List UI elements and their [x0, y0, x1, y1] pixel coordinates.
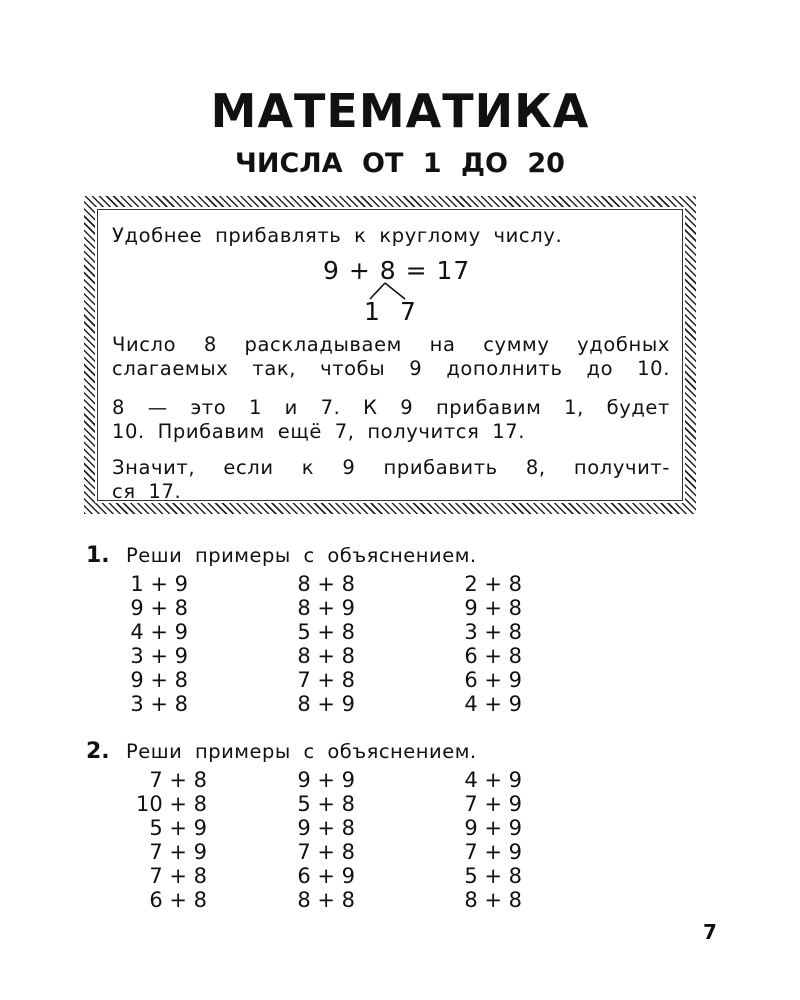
task1-exercise-c2-r2: 8 + 9 — [297, 596, 355, 620]
task-2-number: 2. — [86, 739, 110, 764]
task1-exercise-c1-r2: 9 + 8 — [130, 596, 188, 620]
rule-paragraph-3-line-2: ся 17. — [112, 480, 182, 503]
rule-paragraph-3-line-1: Значит, если к 9 прибавить 8, получит- — [112, 456, 670, 479]
task2-exercise-c2-r1: 9 + 9 — [297, 768, 355, 792]
task1-exercise-c1-r4: 3 + 9 — [130, 644, 188, 668]
rule-paragraph-2-line-1: 8 — это 1 и 7. К 9 прибавим 1, будет — [112, 396, 670, 419]
task2-exercise-c1-r5: 7 + 8 — [149, 864, 207, 888]
task2-exercise-c2-r4: 7 + 8 — [297, 840, 355, 864]
task1-exercise-c3-r3: 3 + 8 — [464, 620, 522, 644]
task2-exercise-c3-r6: 8 + 8 — [464, 888, 522, 912]
rule-formula: 9 + 8 = 17 — [323, 256, 471, 285]
task2-exercise-c3-r5: 5 + 8 — [464, 864, 522, 888]
task2-exercise-c3-r3: 9 + 9 — [464, 816, 522, 840]
task2-exercise-c1-r1: 7 + 8 — [149, 768, 207, 792]
rule-paragraph-1-line-2: слагаемых так, чтобы 9 дополнить до 10. — [112, 357, 670, 380]
rule-intro: Удобнее прибавлять к круглому числу. — [112, 224, 563, 247]
task1-exercise-c2-r5: 7 + 8 — [297, 668, 355, 692]
rule-paragraph-1-line-1: Число 8 раскладываем на сумму удобных — [112, 333, 670, 356]
page-title: МАТЕМАТИКА — [210, 84, 590, 138]
task-1-number: 1. — [86, 543, 110, 568]
task1-exercise-c3-r5: 6 + 9 — [464, 668, 522, 692]
task2-exercise-c2-r6: 8 + 8 — [297, 888, 355, 912]
task1-exercise-c2-r6: 8 + 9 — [297, 692, 355, 716]
task1-exercise-c3-r6: 4 + 9 — [464, 692, 522, 716]
task2-exercise-c1-r6: 6 + 8 — [149, 888, 207, 912]
task2-exercise-c1-r4: 7 + 9 — [149, 840, 207, 864]
task2-exercise-c3-r1: 4 + 9 — [464, 768, 522, 792]
task2-exercise-c2-r3: 9 + 8 — [297, 816, 355, 840]
task1-exercise-c1-r6: 3 + 8 — [130, 692, 188, 716]
task-2-instruction: Реши примеры с объяснением. — [126, 740, 477, 763]
task1-exercise-c2-r4: 8 + 8 — [297, 644, 355, 668]
page-number: 7 — [703, 920, 717, 944]
task1-exercise-c3-r2: 9 + 8 — [464, 596, 522, 620]
rule-paragraph-2-line-2: 10. Прибавим ещё 7, получится 17. — [112, 420, 526, 443]
task2-exercise-c2-r5: 6 + 9 — [297, 864, 355, 888]
section-subtitle: ЧИСЛА ОТ 1 ДО 20 — [235, 148, 565, 179]
task2-exercise-c3-r4: 7 + 9 — [464, 840, 522, 864]
task1-exercise-c3-r1: 2 + 8 — [464, 572, 522, 596]
task1-exercise-c1-r1: 1 + 9 — [130, 572, 188, 596]
task1-exercise-c1-r5: 9 + 8 — [130, 668, 188, 692]
task2-exercise-c3-r2: 7 + 9 — [464, 792, 522, 816]
task1-exercise-c2-r3: 5 + 8 — [297, 620, 355, 644]
task1-exercise-c2-r1: 8 + 8 — [297, 572, 355, 596]
task2-exercise-c2-r2: 5 + 8 — [297, 792, 355, 816]
task-1-instruction: Реши примеры с объяснением. — [126, 544, 477, 567]
decomposition-part-2: 7 — [400, 297, 416, 326]
task1-exercise-c1-r3: 4 + 9 — [130, 620, 188, 644]
task2-exercise-c1-r2: 10 + 8 — [135, 792, 207, 816]
task1-exercise-c3-r4: 6 + 8 — [464, 644, 522, 668]
decomposition-part-1: 1 — [364, 297, 380, 326]
task2-exercise-c1-r3: 5 + 9 — [149, 816, 207, 840]
